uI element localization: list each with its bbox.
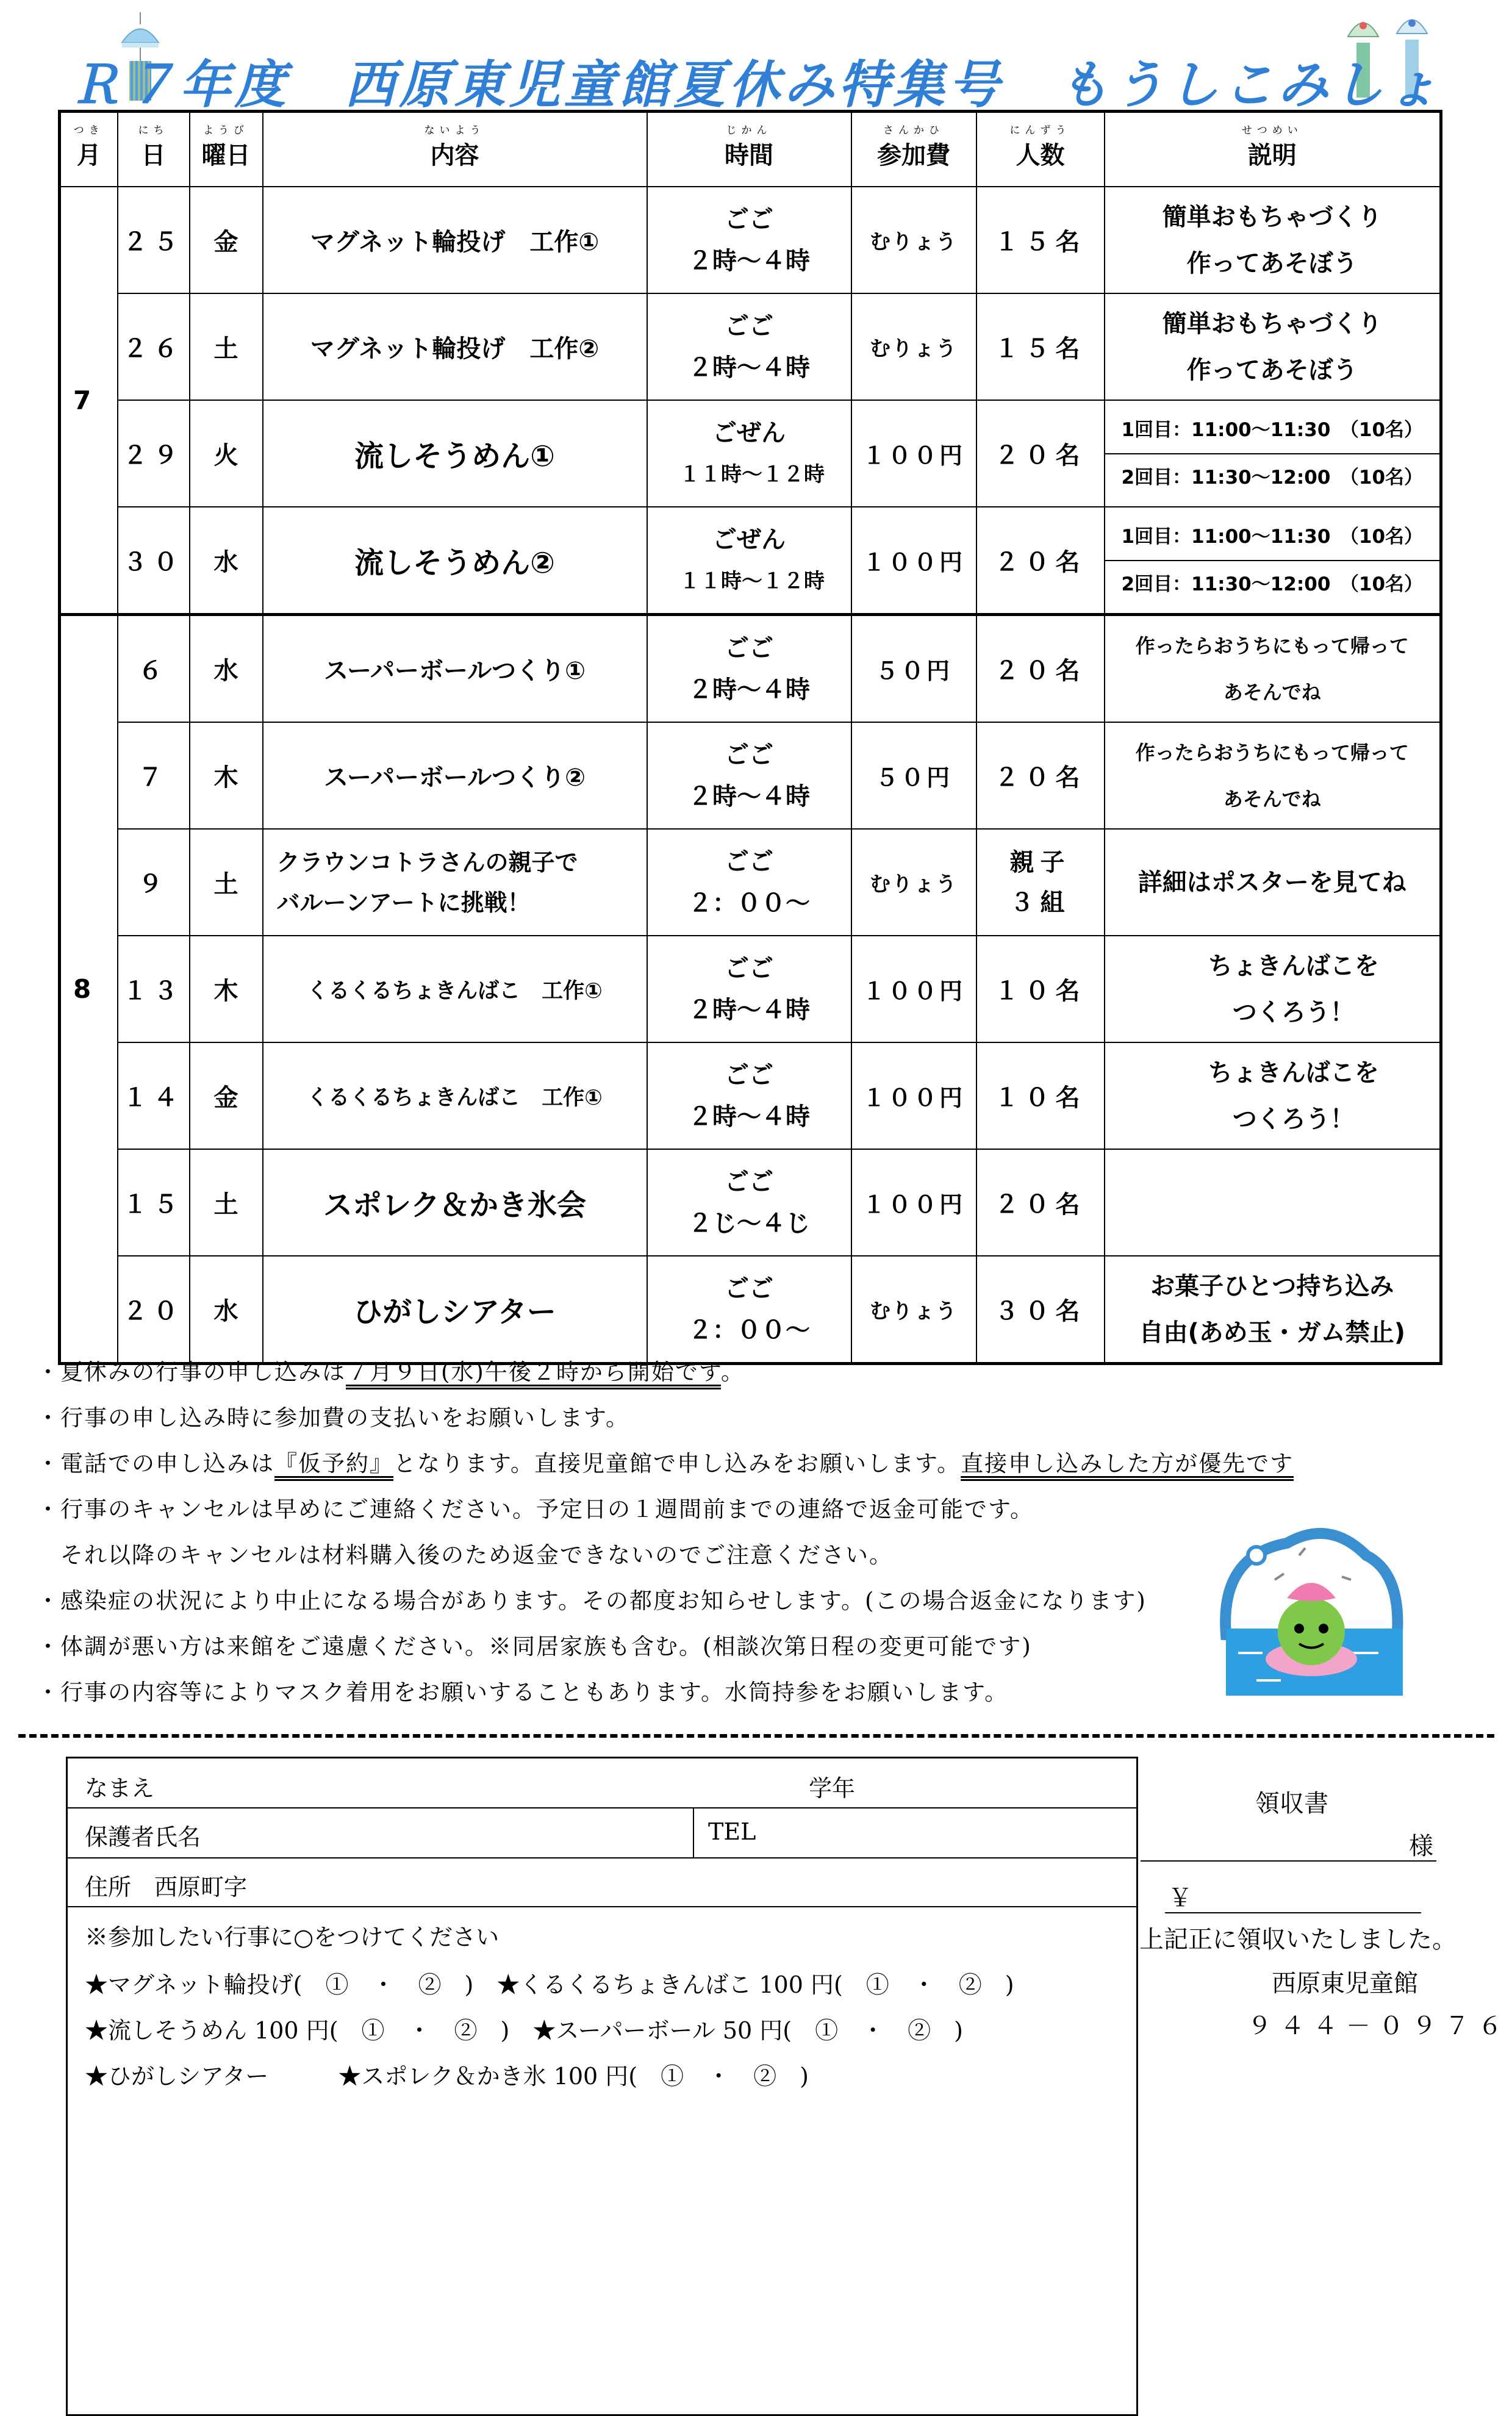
table-row [60, 722, 1441, 829]
month-cell-july: 7 [60, 187, 118, 615]
application-form [66, 1757, 1138, 2416]
fee-cell: むりょう [851, 293, 976, 400]
fee-cell: むりょう [851, 1256, 976, 1364]
header-time: じかん 時間 [647, 112, 851, 187]
capacity-cell: １０名 [976, 1042, 1105, 1149]
fee-cell: １００円 [851, 1149, 976, 1256]
receipt-phone: ９４４－０９７６ [1247, 2012, 1511, 2040]
time-cell: ごご ２：００～ [647, 1256, 851, 1364]
fee-cell: １００円 [851, 1042, 976, 1149]
receipt-amount-line [1165, 1912, 1421, 1913]
dow-cell: 土 [190, 293, 263, 400]
description-cell: 1回目：11:00～11:30 （10名） 2回目：11:30～12:00 （10名） [1105, 400, 1441, 507]
table-row [60, 936, 1441, 1042]
form-row-guardian [68, 1807, 1136, 1859]
day-cell: ９ [118, 829, 190, 936]
content-cell: 流しそうめん① [263, 400, 647, 507]
description-cell: 簡単おもちゃづくり 作ってあそぼう [1105, 293, 1441, 400]
form-row-name [68, 1758, 1136, 1808]
fee-cell: むりょう [851, 187, 976, 293]
day-cell: ７ [118, 722, 190, 829]
grade-label: 学年 [809, 1775, 856, 1802]
day-cell: ３０ [118, 507, 190, 615]
fee-cell: ５０円 [851, 722, 976, 829]
fee-cell: １００円 [851, 400, 976, 507]
table-row [60, 1256, 1441, 1364]
capacity-cell: ２０名 [976, 1149, 1105, 1256]
receipt-yen: ￥ [1168, 1884, 1192, 1912]
capacity-cell: ２０名 [976, 722, 1105, 829]
dow-cell: 金 [190, 187, 263, 293]
capacity-cell: 親子 ３組 [976, 829, 1105, 936]
schedule-table [58, 110, 1442, 1365]
time-cell: ごご ２時～４時 [647, 936, 851, 1042]
header-month: つき 月 [60, 112, 118, 187]
content-cell: マグネット輪投げ 工作② [263, 293, 647, 400]
note-line: ・夏休みの行事の申し込みは７月９日(水)午後２時から開始です。 [37, 1359, 745, 1385]
header-capacity: にんずう 人数 [976, 112, 1105, 187]
table-row [60, 507, 1441, 615]
capacity-cell: １５名 [976, 187, 1105, 293]
description-cell [1105, 1149, 1441, 1256]
option-line-1[interactable]: ★マグネット輪投げ( ① ・ ② ) ★くるくるちょきんばこ 100 円( ① ・ ② ) [85, 1971, 1014, 1998]
capacity-cell: １０名 [976, 936, 1105, 1042]
time-cell: ごご ２時～４時 [647, 293, 851, 400]
mascot-illustration-icon [1214, 1519, 1409, 1702]
content-cell: スーパーボールつくり① [263, 615, 647, 723]
receipt-sama: 様 [1409, 1832, 1433, 1860]
dow-cell: 水 [190, 507, 263, 615]
page-title: Ｒ７年度 西原東児童館夏休み特集号 もうしこみしょ [70, 55, 1442, 115]
description-cell: 詳細はポスターを見てね [1105, 829, 1441, 936]
month-cell-august: 8 [60, 615, 118, 1364]
fee-cell: ５０円 [851, 615, 976, 723]
receipt-received: 上記正に領収いたしました。 [1139, 1926, 1456, 1954]
day-cell: １５ [118, 1149, 190, 1256]
dow-cell: 水 [190, 615, 263, 723]
fee-cell: １００円 [851, 936, 976, 1042]
guardian-label: 保護者氏名 [85, 1824, 201, 1851]
description-cell: 作ったらおうちにもって帰って あそんでね [1105, 615, 1441, 723]
address-label: 住所 西原町字 [85, 1874, 248, 1901]
form-row-address [68, 1857, 1136, 1907]
tel-label: TEL [708, 1818, 756, 1845]
content-cell: 流しそうめん② [263, 507, 647, 615]
content-cell: マグネット輪投げ 工作① [263, 187, 647, 293]
time-cell: ごご ２時～４時 [647, 722, 851, 829]
table-header-row [60, 112, 1441, 187]
description-cell: 簡単おもちゃづくり 作ってあそぼう [1105, 187, 1441, 293]
dow-cell: 土 [190, 829, 263, 936]
time-cell: ごご ２じ～４じ [647, 1149, 851, 1256]
time-cell: ごご ２：００～ [647, 829, 851, 936]
capacity-cell: ２０名 [976, 507, 1105, 615]
day-cell: ２９ [118, 400, 190, 507]
dow-cell: 木 [190, 722, 263, 829]
content-cell: スポレク＆かき氷会 [263, 1149, 647, 1256]
note-line: それ以降のキャンセルは材料購入後のため返金できないのでご注意ください。 [37, 1542, 893, 1568]
capacity-cell: ３０名 [976, 1256, 1105, 1364]
option-line-2[interactable]: ★流しそうめん 100 円( ① ・ ② ) ★スーパーボール 50 円( ① ・ ② ) [85, 2017, 963, 2044]
note-line: ・電話での申し込みは『仮予約』となります。直接児童館で申し込みをお願いします。直接申し込みした方が優先です [37, 1450, 1294, 1477]
option-line-3[interactable]: ★ひがしシアター ★スポレク＆かき氷 100 円( ① ・ ② ) [85, 2063, 809, 2090]
fee-cell: むりょう [851, 829, 976, 936]
table-row [60, 615, 1441, 723]
content-cell: ひがしシアター [263, 1256, 647, 1364]
content-cell: スーパーボールつくり② [263, 722, 647, 829]
header-dow: ようび 曜日 [190, 112, 263, 187]
note-line: ・行事のキャンセルは早めにご連絡ください。予定日の１週間前までの連絡で返金可能です。 [37, 1496, 1034, 1522]
time-cell: ごご ２時～４時 [647, 187, 851, 293]
table-row [60, 400, 1441, 507]
dow-cell: 火 [190, 400, 263, 507]
header-fee: さんかひ 参加費 [851, 112, 976, 187]
receipt-name-line [1141, 1860, 1436, 1862]
content-cell: クラウンコトラさんの親子で バルーンアートに挑戦！ [263, 829, 647, 936]
capacity-cell: ２０名 [976, 615, 1105, 723]
name-label: なまえ [85, 1775, 155, 1802]
time-cell: ごぜん １１時～１２時 [647, 507, 851, 615]
receipt-org: 西原東児童館 [1272, 1970, 1418, 1998]
table-row [60, 293, 1441, 400]
day-cell: ６ [118, 615, 190, 723]
note-line: ・行事の内容等によりマスク着用をお願いすることもあります。水筒持参をお願いします。 [37, 1679, 1009, 1705]
description-cell: お菓子ひとつ持ち込み 自由(あめ玉・ガム禁止) [1105, 1256, 1441, 1364]
dow-cell: 金 [190, 1042, 263, 1149]
header-description: せつめい 説明 [1105, 112, 1441, 187]
fee-cell: １００円 [851, 507, 976, 615]
time-cell: ごご ２時～４時 [647, 615, 851, 723]
description-cell: ちょきんばこを つくろう！ [1105, 936, 1441, 1042]
note-line: ・行事の申し込み時に参加費の支払いをお願いします。 [37, 1405, 630, 1431]
description-cell: ちょきんばこを つくろう！ [1105, 1042, 1441, 1149]
cut-line [18, 1734, 1494, 1738]
dow-cell: 土 [190, 1149, 263, 1256]
receipt-title: 領収書 [1255, 1790, 1328, 1818]
header-content: ないよう 内容 [263, 112, 647, 187]
capacity-cell: ２０名 [976, 400, 1105, 507]
dow-cell: 水 [190, 1256, 263, 1364]
form-instruction: ※参加したい行事に○をつけてください [85, 1924, 500, 1951]
day-cell: １３ [118, 936, 190, 1042]
table-row [60, 829, 1441, 936]
table-row [60, 1042, 1441, 1149]
note-line: ・感染症の状況により中止になる場合があります。その都度お知らせします。(この場合返金になります) [37, 1588, 1147, 1614]
day-cell: ２６ [118, 293, 190, 400]
capacity-cell: １５名 [976, 293, 1105, 400]
time-cell: ごご ２時～４時 [647, 1042, 851, 1149]
content-cell: くるくるちょきんばこ 工作① [263, 1042, 647, 1149]
table-row [60, 187, 1441, 293]
time-cell: ごぜん １１時～１２時 [647, 400, 851, 507]
day-cell: ２０ [118, 1256, 190, 1364]
description-cell: 1回目：11:00～11:30 （10名） 2回目：11:30～12:00 （10名） [1105, 507, 1441, 615]
header-day: にち 日 [118, 112, 190, 187]
note-line: ・体調が悪い方は来館をご遠慮ください。※同居家族も含む。(相談次第日程の変更可能です) [37, 1633, 1032, 1660]
dow-cell: 木 [190, 936, 263, 1042]
day-cell: １４ [118, 1042, 190, 1149]
content-cell: くるくるちょきんばこ 工作① [263, 936, 647, 1042]
table-row [60, 1149, 1441, 1256]
form-divider [693, 1807, 694, 1857]
description-cell: 作ったらおうちにもって帰って あそんでね [1105, 722, 1441, 829]
day-cell: ２５ [118, 187, 190, 293]
